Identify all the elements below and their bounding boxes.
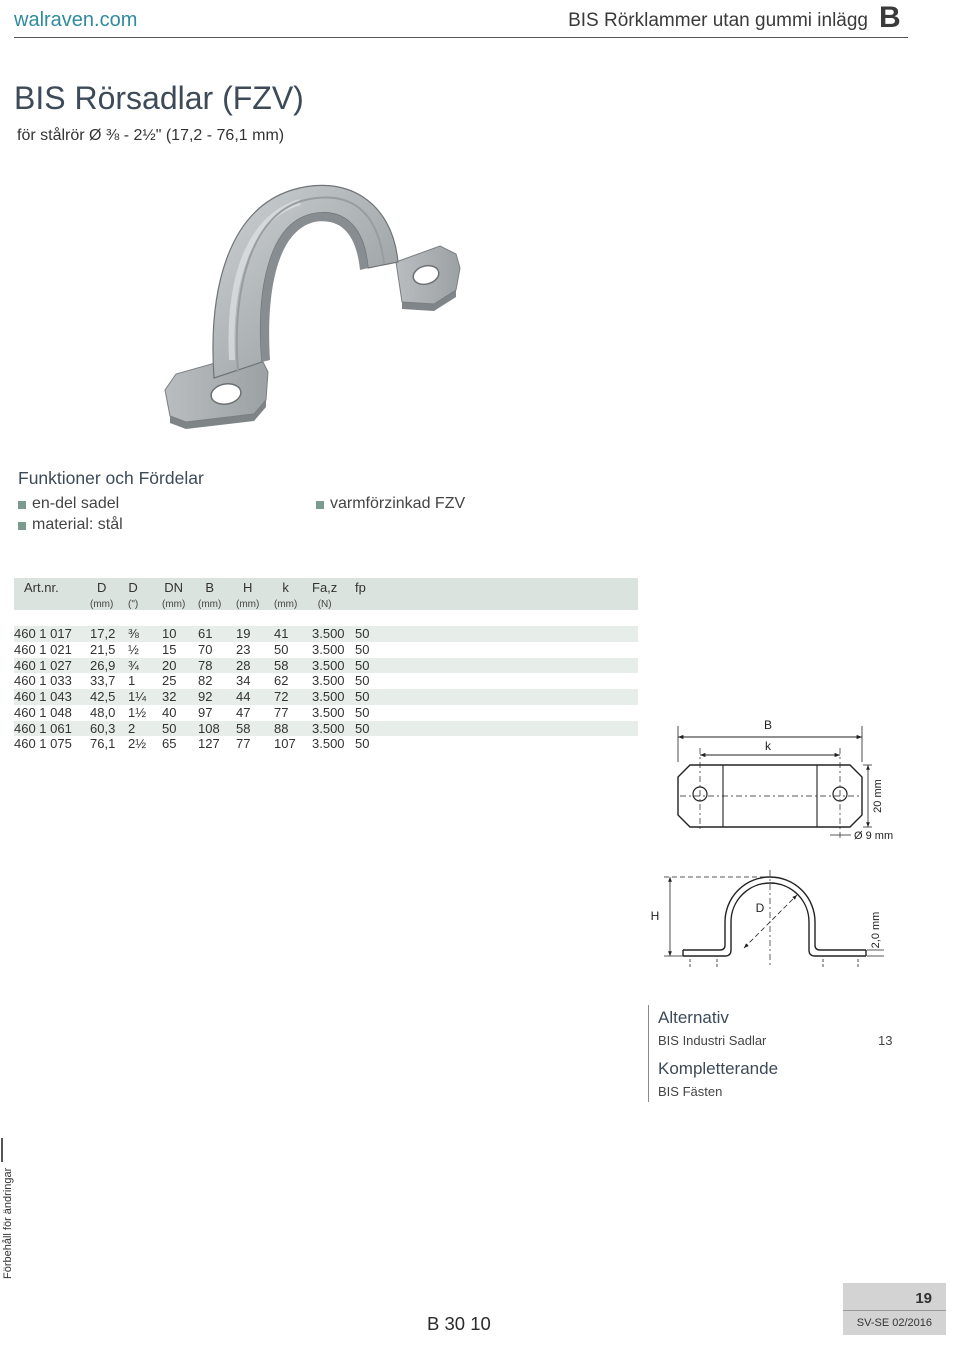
cell-dn: 40 [162,704,177,720]
cell-b: 127 [198,736,220,752]
column-header-faz [312,578,355,610]
cell-faz: 3.500 [312,689,345,704]
column-unit: (mm) [236,599,260,610]
cell-k: 107 [274,736,296,752]
cell-fp: 50 [355,673,370,689]
label-d: D [755,901,765,915]
cell-d-inch: 2½ [128,736,147,752]
site-link[interactable]: walraven.com [14,9,138,31]
cell-dn: 20 [162,657,177,673]
cell-h: 34 [236,673,251,689]
cell-d-mm: 42,5 [90,689,116,704]
feature-item [18,514,123,535]
section-letter: B [879,1,901,34]
cell-d-inch: 2 [128,720,136,736]
cell-h: 19 [236,626,251,641]
cell-dn: 50 [162,720,177,736]
column-header-d-inch [128,578,162,610]
column-label: Fa,z [312,580,338,595]
catalog-code: B 30 10 [427,1313,491,1334]
alternative-heading: Alternativ [658,1008,729,1027]
cell-b: 70 [198,641,213,657]
technical-drawing [640,705,905,975]
table-row [14,705,638,721]
alternative-item: BIS Industri Sadlar [658,1033,767,1048]
cell-d-mm: 76,1 [90,736,116,752]
cell-b: 108 [198,720,220,736]
table-header [14,578,638,610]
footer-box [843,1283,946,1335]
cell-d-mm: 48,0 [90,704,116,720]
column-label: k [282,580,289,595]
cell-dn: 65 [162,736,177,752]
page-subtitle: för stålrör Ø ⅜ - 2½" (17,2 - 76,1 mm) [17,127,285,144]
column-header-b [198,578,236,610]
cell-faz: 3.500 [312,673,345,689]
cell-dn: 32 [162,689,177,704]
cell-h: 23 [236,641,251,657]
features-list-right [316,493,465,514]
cell-h: 58 [236,720,251,736]
cell-d-mm: 21,5 [90,641,116,657]
cell-faz: 3.500 [312,657,345,673]
cell-faz: 3.500 [312,641,345,657]
cell-d-inch: 1 [128,673,136,689]
section-title: BIS Rörklammer utan gummi inlägg [568,10,868,31]
table-row [14,658,638,674]
cell-b: 61 [198,626,213,641]
cell-art-nr: 460 1 033 [14,673,72,689]
cell-k: 77 [274,704,289,720]
cell-h: 47 [236,704,251,720]
saddle-right-foot [396,246,460,311]
complementary-heading: Kompletterande [658,1059,779,1078]
product-table [14,578,638,752]
cell-faz: 3.500 [312,704,345,720]
cell-art-nr: 460 1 021 [14,641,72,657]
label-h: H [650,909,660,923]
column-label: B [205,580,214,595]
page-number: 19 [915,1290,932,1307]
margin-mark [1,1138,3,1162]
footer-box-divider [843,1310,946,1311]
cell-d-inch: ¾ [128,657,139,673]
saddle-profile-outer [683,877,866,950]
cell-d-mm: 26,9 [90,657,116,673]
table-body [14,626,638,752]
square-bullet-icon [316,501,324,509]
column-header-art-nr [14,578,90,610]
label-b: B [763,718,773,732]
cell-d-inch: 1½ [128,704,147,720]
cell-fp: 50 [355,626,370,641]
cell-fp: 50 [355,641,370,657]
features-heading: Funktioner och Fördelar [18,468,204,488]
cell-h: 28 [236,657,251,673]
side-note: Förbehåll för ändringar [2,1167,14,1279]
edition-label: SV-SE 02/2016 [856,1317,932,1329]
column-unit: (N) [317,599,332,610]
cell-dn: 25 [162,673,177,689]
cell-art-nr: 460 1 017 [14,626,72,641]
table-row [14,721,638,737]
feature-text: varmförzinkad FZV [330,495,466,512]
column-header-h [236,578,274,610]
cell-faz: 3.500 [312,736,345,752]
label-hole: Ø 9 mm [854,830,894,842]
cell-k: 72 [274,689,289,704]
cell-d-mm: 60,3 [90,720,116,736]
column-unit: (mm) [90,599,114,610]
feature-text: en-del sadel [32,495,120,512]
cell-k: 41 [274,626,289,641]
dimension-width-extension [863,765,872,827]
table-row [14,689,638,705]
cell-d-mm: 17,2 [90,626,116,641]
table-row [14,626,638,642]
saddle-arch [213,185,398,378]
cell-h: 77 [236,736,251,752]
features-list-left [18,493,123,535]
cell-faz: 3.500 [312,720,345,736]
column-unit: (") [128,599,139,610]
cell-art-nr: 460 1 061 [14,720,72,736]
cell-k: 58 [274,657,289,673]
cell-d-inch: ⅜ [128,626,139,641]
cell-dn: 15 [162,641,177,657]
cell-d-mm: 33,7 [90,673,116,689]
header-divider [14,37,908,38]
cell-k: 88 [274,720,289,736]
feature-item [316,493,465,514]
column-label: DN [164,580,184,595]
feature-item [18,493,123,514]
cell-art-nr: 460 1 075 [14,736,72,752]
column-header-k [274,578,312,610]
cell-art-nr: 460 1 027 [14,657,72,673]
column-label: fp [355,580,366,595]
label-k: k [765,739,771,753]
dimension-thickness-extension [867,950,884,956]
column-label: Art.nr. [24,580,59,595]
saddle-profile-inner [683,883,866,956]
column-label: D [96,580,107,595]
side-view [664,870,884,969]
dimension-d-line [744,895,797,948]
cell-fp: 50 [355,704,370,720]
table-row [14,642,638,658]
cell-faz: 3.500 [312,626,345,641]
saddle-profile-ends [683,950,866,956]
square-bullet-icon [18,522,26,530]
cell-fp: 50 [355,689,370,704]
table-row [14,736,638,752]
column-header-dn [162,578,198,610]
label-thickness: 2,0 mm [870,911,882,949]
column-unit: (mm) [274,599,298,610]
complementary-item: BIS Fästen [658,1084,723,1099]
cell-b: 78 [198,657,213,673]
column-unit: (mm) [198,599,222,610]
cell-d-inch: 1¼ [128,689,147,704]
cell-fp: 50 [355,720,370,736]
column-header-fp [355,578,385,610]
cell-dn: 10 [162,626,177,641]
page-title: BIS Rörsadlar (FZV) [14,80,304,116]
cell-b: 97 [198,704,213,720]
top-view [678,726,872,840]
hole-center-lines [700,748,840,840]
table-row [14,673,638,689]
feature-text: material: stål [32,516,123,533]
alternative-page-number: 13 [878,1033,893,1048]
cell-art-nr: 460 1 043 [14,689,72,704]
label-width: 20 mm [872,779,884,813]
cell-art-nr: 460 1 048 [14,704,72,720]
cell-b: 92 [198,689,213,704]
related-divider [648,1005,649,1102]
cell-b: 82 [198,673,213,689]
column-label: D [128,580,138,595]
column-label: H [242,580,253,595]
cell-fp: 50 [355,657,370,673]
cell-k: 50 [274,641,289,657]
cell-d-inch: ½ [128,641,139,657]
column-unit: (mm) [162,599,186,610]
cell-h: 44 [236,689,251,704]
cell-k: 62 [274,673,289,689]
column-header-d-mm [90,578,128,610]
foot-hole-marks [690,959,858,969]
product-photo [150,175,480,435]
cell-fp: 50 [355,736,370,752]
square-bullet-icon [18,501,26,509]
